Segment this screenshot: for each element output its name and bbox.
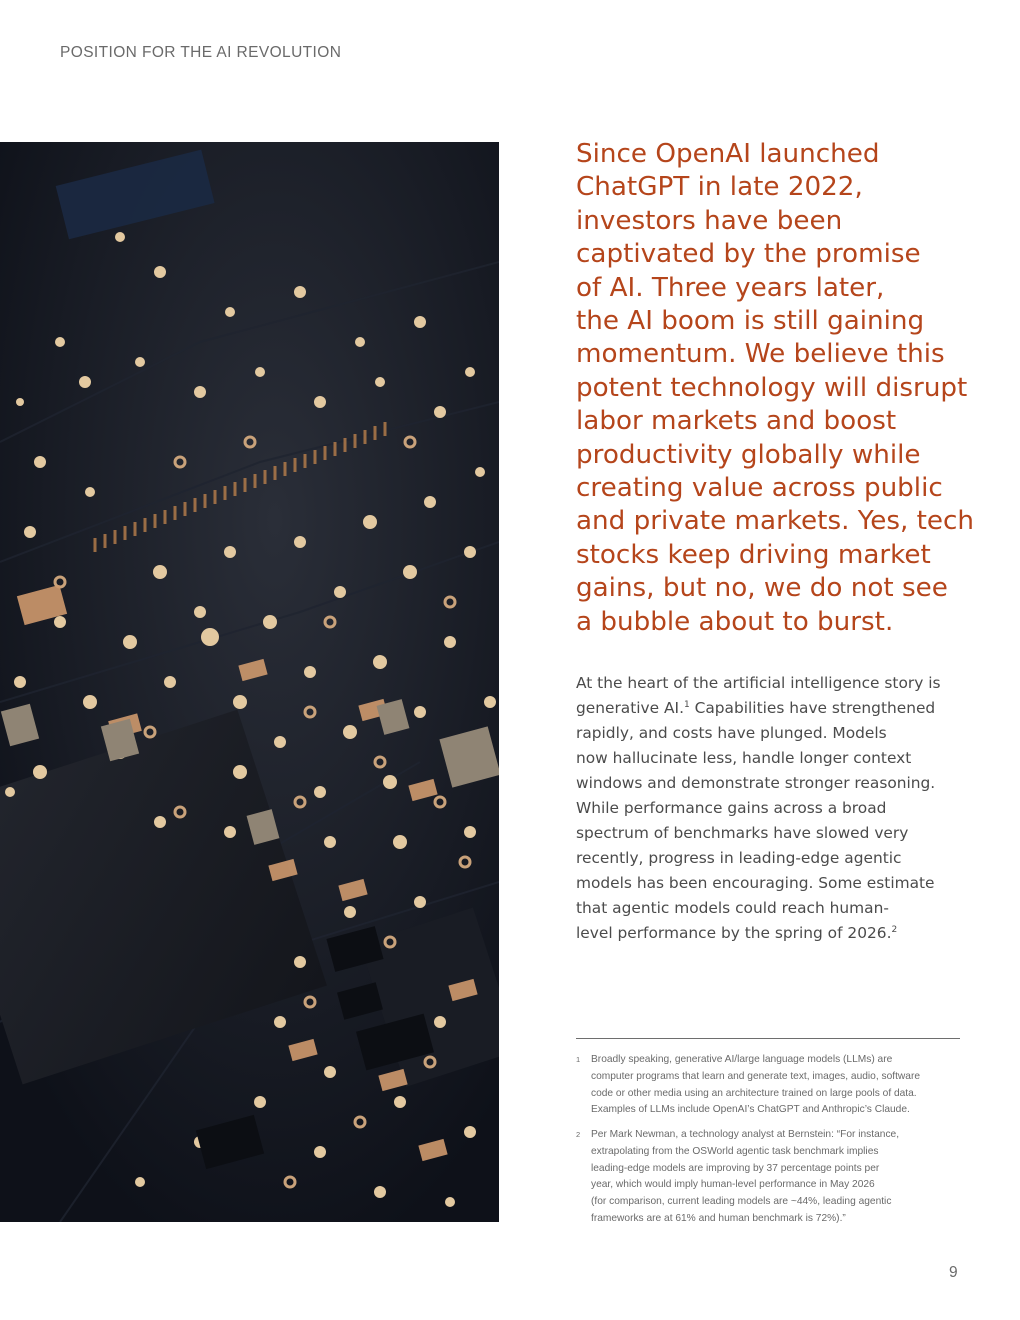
page-number: 9	[949, 1264, 958, 1281]
pull-quote: Since OpenAI launched ChatGPT in late 2022, investors have been captivated by the promise of AI. Three years later, the AI boom is still gaining momentum. We believe this potent technology will disrupt labor markets and boost productivity globally while creating value across public and private markets. Yes, tech stocks keep driving market gains, but no, we do not see a bubble about to burst.	[576, 139, 975, 637]
footnote-text: Broadly speaking, generative AI/large language models (LLMs) are computer programs that learn and generate text, images, audio, software code or other media using an architecture trained on large pools of data. Examples of LLMs include OpenAI’s ChatGPT and Anthropic’s Claude.	[591, 1054, 921, 1116]
footnote-number: 2	[576, 1130, 581, 1139]
body-paragraph	[576, 671, 976, 946]
footnote-ref-1: 1	[683, 700, 690, 710]
circuit-board-photo	[0, 142, 499, 1222]
footnote-ref-2: 2	[891, 925, 898, 935]
footnote-number: 1	[576, 1055, 581, 1064]
footnote-text: Per Mark Newman, a technology analyst at Bernstein: “For instance, extrapolating from the OSWorld agentic task benchmark implies leading-edge models are improving by 37 percentage points per year, which would imply human-level performance in May 2026 (for comparison, current leading models are ~44%, leading agentic frameworks are at 61% and human benchmark is 72%).”	[591, 1129, 900, 1224]
footnote-divider	[576, 1038, 960, 1039]
body-text-part-2: Capabilities have strengthened rapidly, and costs have plunged. Models now hallucinate less, handle longer context windows and demonstrate stronger reasoning. While performance gains across a broad spectrum of benchmarks have slowed very recently, progress in leading-edge agentic models has been encouraging. Some estimate that agentic models could reach human- level performance by the spring of 2026.	[576, 699, 936, 942]
body-text-part-1: At the heart of the artificial intelligence story is generative AI.	[576, 674, 941, 717]
running-header: POSITION FOR THE AI REVOLUTION	[60, 44, 342, 61]
